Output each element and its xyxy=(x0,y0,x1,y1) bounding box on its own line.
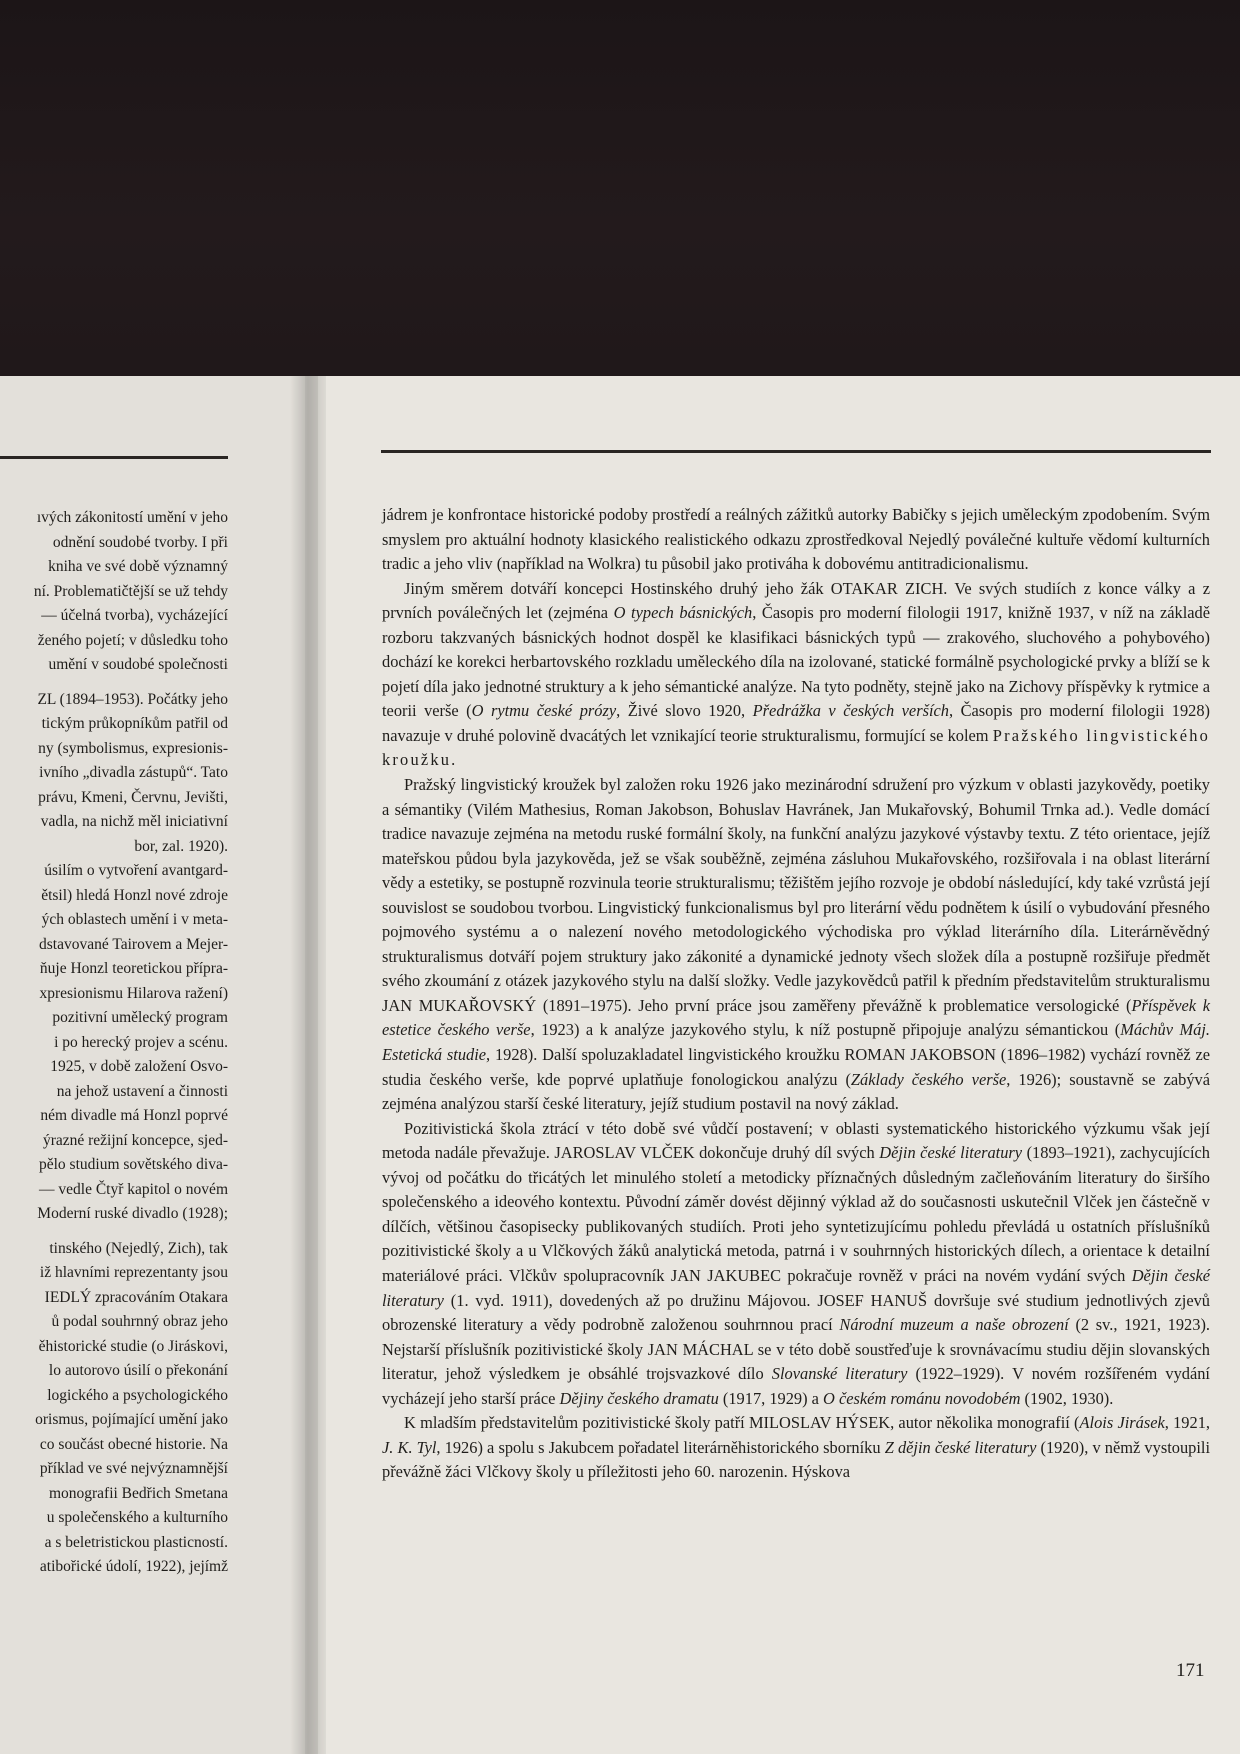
paragraph-text: , 1926) a spolu s Jakubcem pořadatel literárněhistorického sborníku xyxy=(436,1437,885,1457)
page-number: 171 xyxy=(1176,1660,1205,1681)
paragraph-text: (1917, 1929) a xyxy=(718,1388,824,1408)
left-page-line: ném divadle má Honzl poprvé xyxy=(40,1107,228,1124)
left-page-line: umění v soudobé společnosti xyxy=(48,656,228,673)
left-page-top-rule xyxy=(0,456,228,459)
left-page-line: dstavované Tairovem a Mejer- xyxy=(39,935,228,953)
book-title: Slovanské literatury xyxy=(771,1364,908,1384)
book-title: Národní muzeum a naše obrození xyxy=(839,1315,1069,1335)
paragraph-text: , Časopis pro moderní filologii 1928) navazuje v druhé polovině dvacátých let vznikající teorie strukturalismu, formující se kolem xyxy=(382,701,1211,745)
paragraph-text: , Živé slovo 1920, xyxy=(616,701,753,721)
left-page-line: i po herecký projev a scénu. xyxy=(54,1033,228,1051)
left-page-line: ěhistorické studie (o Jiráskovi, xyxy=(38,1337,228,1355)
left-page-line: ıvých zákonitostí umění v jeho xyxy=(36,509,228,526)
left-page-line: 1925, v době založení Osvo- xyxy=(50,1058,228,1075)
book-title: Máchův Máj. Estetická studie xyxy=(382,1020,1210,1065)
left-page-line: právu, Kmeni, Červnu, Jevišti, xyxy=(38,788,228,806)
left-page-line: pozitivní umělecký program xyxy=(52,1009,228,1026)
left-page-line: pělo studium sovětského diva- xyxy=(39,1156,228,1173)
left-page-line: ní. Problematičtější se už tehdy xyxy=(33,582,228,600)
left-page-line: a s beletristickou plasticností. xyxy=(44,1533,228,1551)
left-page-text-column xyxy=(0,506,228,1580)
paragraph-text: , 1926); soustavně se zabývá zejména analýzou starší české literatury, jejíž studium postavil na nový základ. xyxy=(382,1069,1211,1114)
spaced-emphasis: Pražského lingvistického kroužku xyxy=(382,725,1210,770)
right-page-top-rule xyxy=(381,450,1211,453)
book-title: Základy českého verše xyxy=(850,1069,1007,1089)
left-page-line: Moderní ruské divadlo (1928); xyxy=(37,1205,228,1222)
paragraph-text: jádrem je konfrontace historické podoby prostředí a reálných zážitků autorky Babičky s jejich uměleckým zpodobením. Svým smyslem pro aktuální hodnoty klasického realistického odkazu zprostředkoval Nejedlý poválečné kultuře vědomí kulturních tradic a jeho vliv (například na Wolkra) tu působil jako protiváha k dobovému antitradicionalismu. xyxy=(382,505,1210,574)
left-page-line: tinského (Nejedlý, Zich), tak xyxy=(49,1239,228,1257)
paragraph-gap xyxy=(0,1227,228,1237)
paragraph-text: (1922–1929). V novém rozšířeném vydání vycházejí jeho starší práce xyxy=(382,1364,1210,1408)
left-page-line: ětsil) hledá Honzl nové zdroje xyxy=(41,886,228,904)
paragraph-positivist-school xyxy=(382,1117,1210,1412)
paragraph-text: (2 sv., 1921, 1923). Nejstarší příslušník pozitivistické školy JAN MÁCHAL se v této době soustřeďuje k srovnávacímu studiu dějin slovanských literatur, jehož výsledkem je obsáhlé trojsvazkové dílo xyxy=(382,1315,1210,1384)
book-title: J. K. Tyl xyxy=(382,1437,437,1457)
left-page-line: příklad ve své nejvýznamnější xyxy=(39,1460,228,1477)
paragraph-linguistic-circle xyxy=(382,773,1210,1117)
left-page-line: lo autorovo úsilí o překonání xyxy=(48,1362,228,1379)
left-page-line: odnění soudobé tvorby. I při xyxy=(52,533,228,551)
paragraph-text: Pozitivistická škola ztrácí v této době své vůdčí postavení; v oblasti systematického historického výzkumu však její metoda nadále převažuje. JAROSLAV VLČEK dokončuje druhý díl svých xyxy=(382,1118,1210,1163)
paragraph-text: . xyxy=(451,750,456,770)
paragraph-text: , 1923) a k analýze jazykového stylu, k níž postupně připojuje analýzu sémantickou ( xyxy=(530,1020,1121,1040)
book-title: O typech básnických xyxy=(613,603,753,623)
paragraph-zich xyxy=(382,577,1210,773)
book-title: O rytmu české prózy xyxy=(471,701,617,721)
left-page-line: IEDLÝ zpracováním Otakara xyxy=(44,1288,228,1306)
left-page-line: ňuje Honzl teoretickou přípra- xyxy=(39,960,228,977)
left-page-line: ny (symbolismus, expresionis- xyxy=(38,739,228,757)
left-page-line: orismus, pojímající umění jako xyxy=(35,1411,228,1428)
left-page-line: logického a psychologického xyxy=(47,1386,228,1404)
left-page-line: bor, zal. 1920). xyxy=(134,837,228,855)
paragraph-text: (1. vyd. 1911), dovedených až po družinu Májovou. JOSEF HANUŠ dovršuje své studium jednotlivých zjevů obrozenské literatury a vědy podrobně založenou souhrnnou prací xyxy=(382,1290,1210,1335)
paragraph-text: (1920), v němž vystoupili převážně žáci Vlčkovy školy u příležitosti jeho 60. narozenin. Hýskova xyxy=(382,1437,1211,1482)
right-page-text-column xyxy=(382,503,1210,1485)
paragraph-text: K mladším představitelům pozitivistické školy patří MILOSLAV HÝSEK, autor několika monografií ( xyxy=(404,1413,1080,1433)
left-page-line: na jehož ustavení a činnosti xyxy=(56,1082,228,1100)
left-page-line: úsilím o vytvoření avantgard- xyxy=(44,862,228,879)
left-page-line: — účelná tvorba), vycházející xyxy=(41,607,228,624)
paragraph-text: , 1921, xyxy=(1164,1413,1210,1433)
left-page-line: — vedle Čtyř kapitol o novém xyxy=(39,1180,228,1198)
dark-background-band xyxy=(0,0,1240,376)
paragraph-text: Pražský lingvistický kroužek byl založen roku 1926 jako mezinárodní sdružení pro výzkum v oblasti jazykovědy, poetiky a sémantiky (Vilém Mathesius, Roman Jakobson, Bohuslav Havránek, Jan Mukařovský, Bohumil Trnka ad.). Vedle domácí tradice navazuje zejména na metodu ruské formální školy, na funkční analýzu jazykové výstavby textu. Z této orientace, jejíž mateřskou půdou byla jazykověda, jež se však souběžně, zejména zásluhou Mukařovského, rozšiřovala i na oblast literární vědy a estetiky, se postupně rozvinula teorie strukturalismu; těžištěm jejího rozvoje je období následující, kdy také vzrůstá její souvislost se soudobou tvorbou. Lingvistický funkcionalismus byl pro literární vědu podnětem k úsilí o vybudování přesného pojmového systému a o nalezení nového metodologického východiska pro výklad literárního díla. Literárněvědný strukturalismus dotváří pojem struktury jako zákonité a dynamické jednoty všech složek díla a postupně rozšiřuje předmět svého zkoumání z otázek jazykového stylu na další složky. Vedle jazykovědců patřil k předním představitelům strukturalismu JAN MUKAŘOVSKÝ (1891–1975). Jeho první práce jsou zaměřeny převážně k problematice versologické ( xyxy=(382,775,1210,1015)
left-page-line: co součást obecné historie. Na xyxy=(39,1435,228,1453)
left-page-line: ivního „divadla zástupů“. Tato xyxy=(39,764,228,781)
book-title: Příspěvek k estetice českého verše xyxy=(382,995,1210,1040)
left-page-line: vadla, na nichž měl iniciativní xyxy=(40,813,228,830)
book-title: Dějin české literatury xyxy=(382,1265,1210,1310)
paragraph-text: Jiným směrem dotváří koncepci Hostinského druhý jeho žák OTAKAR ZICH. Ve svých studiích z konce války a z prvních poválečných let (zejména xyxy=(382,578,1210,623)
book-title: Z dějin české literatury xyxy=(884,1437,1037,1457)
paragraph-text: , 1928). Další spoluzakladatel lingvistického kroužku ROMAN JAKOBSON (1896–1982) vychází rovněž ze studia českého verše, kde poprvé uplatňuje fonologickou analýzu ( xyxy=(382,1045,1210,1089)
left-page-line: ýrazné režijní koncepce, sjed- xyxy=(42,1131,228,1149)
left-page-line: atibořické údolí, 1922), jejímž xyxy=(39,1558,228,1575)
book-title: Předrážka v českých verších xyxy=(752,701,949,721)
left-page-line: u společenského a kulturního xyxy=(46,1509,228,1526)
left-page-line: monografii Bedřich Smetana xyxy=(48,1484,228,1502)
paragraph-1 xyxy=(382,503,1210,577)
left-page-line: ZL (1894–1953). Počátky jeho xyxy=(37,690,228,708)
left-page-line: tickým průkopníkům patřil od xyxy=(41,715,228,732)
left-page-line: iž hlavními reprezentanty jsou xyxy=(39,1264,228,1281)
paragraph-hysek xyxy=(382,1411,1210,1485)
left-page-line: ů podal souhrnný obraz jeho xyxy=(51,1313,228,1330)
paragraph-text: (1902, 1930). xyxy=(1020,1388,1114,1408)
paragraph-text: , Časopis pro moderní filologii 1917, knižně 1937, v níž na základě rozboru takzvaných básnických hodnot dospěl ke klasifikaci básnických typů — zrakového, sluchového a pohybového) dochází ke korekci herbartovského rozkladu uměleckého díla na izolované, statické formálně psychologické prvky a blíží se k pojetí díla jako jednotné struktury a k jeho sémantické analýze. Na tyto podněty, stejně jako na Zichovy příspěvky k rytmice a teorii verše ( xyxy=(382,603,1211,721)
left-page-line: ženého pojetí; v důsledku toho xyxy=(37,631,228,649)
paragraph-gap xyxy=(0,678,228,688)
book-title: Dějiny českého dramatu xyxy=(559,1388,719,1408)
book-title: O českém románu novodobém xyxy=(823,1388,1021,1408)
left-page-line: ých oblastech umění i v meta- xyxy=(41,911,228,928)
book-title: Alois Jirásek xyxy=(1079,1413,1165,1433)
left-page-line: xpresionismu Hilarova ražení) xyxy=(39,984,228,1002)
paragraph-text: (1893–1921), zachycujících vývoj od počátku do třicátých let minulého století a metodicky příznačných důsledným začleňováním literatury do širšího společenského a ideového kontextu. Původní záměr dovést dějinný výklad až do současnosti uskutečnil Vlček jen částečně v dílčích, většinou časopisecky publikovaných studiích. Proti jeho syntetizujícímu pohledu převládá u ostatních příslušníků pozitivistické školy a u Vlčkových žáků analytická metoda, patrná i v souhrnných historických dílech, a orientace k detailní materiálové práci. Vlčkův spolupracovník JAN JAKUBEC pokračuje rovněž v práci na novém vydání svých xyxy=(382,1143,1210,1285)
book-title: Dějin české literatury xyxy=(879,1143,1023,1163)
book-spine-shadow xyxy=(290,376,326,1754)
left-page-line: kniha ve své době významný xyxy=(48,558,228,575)
